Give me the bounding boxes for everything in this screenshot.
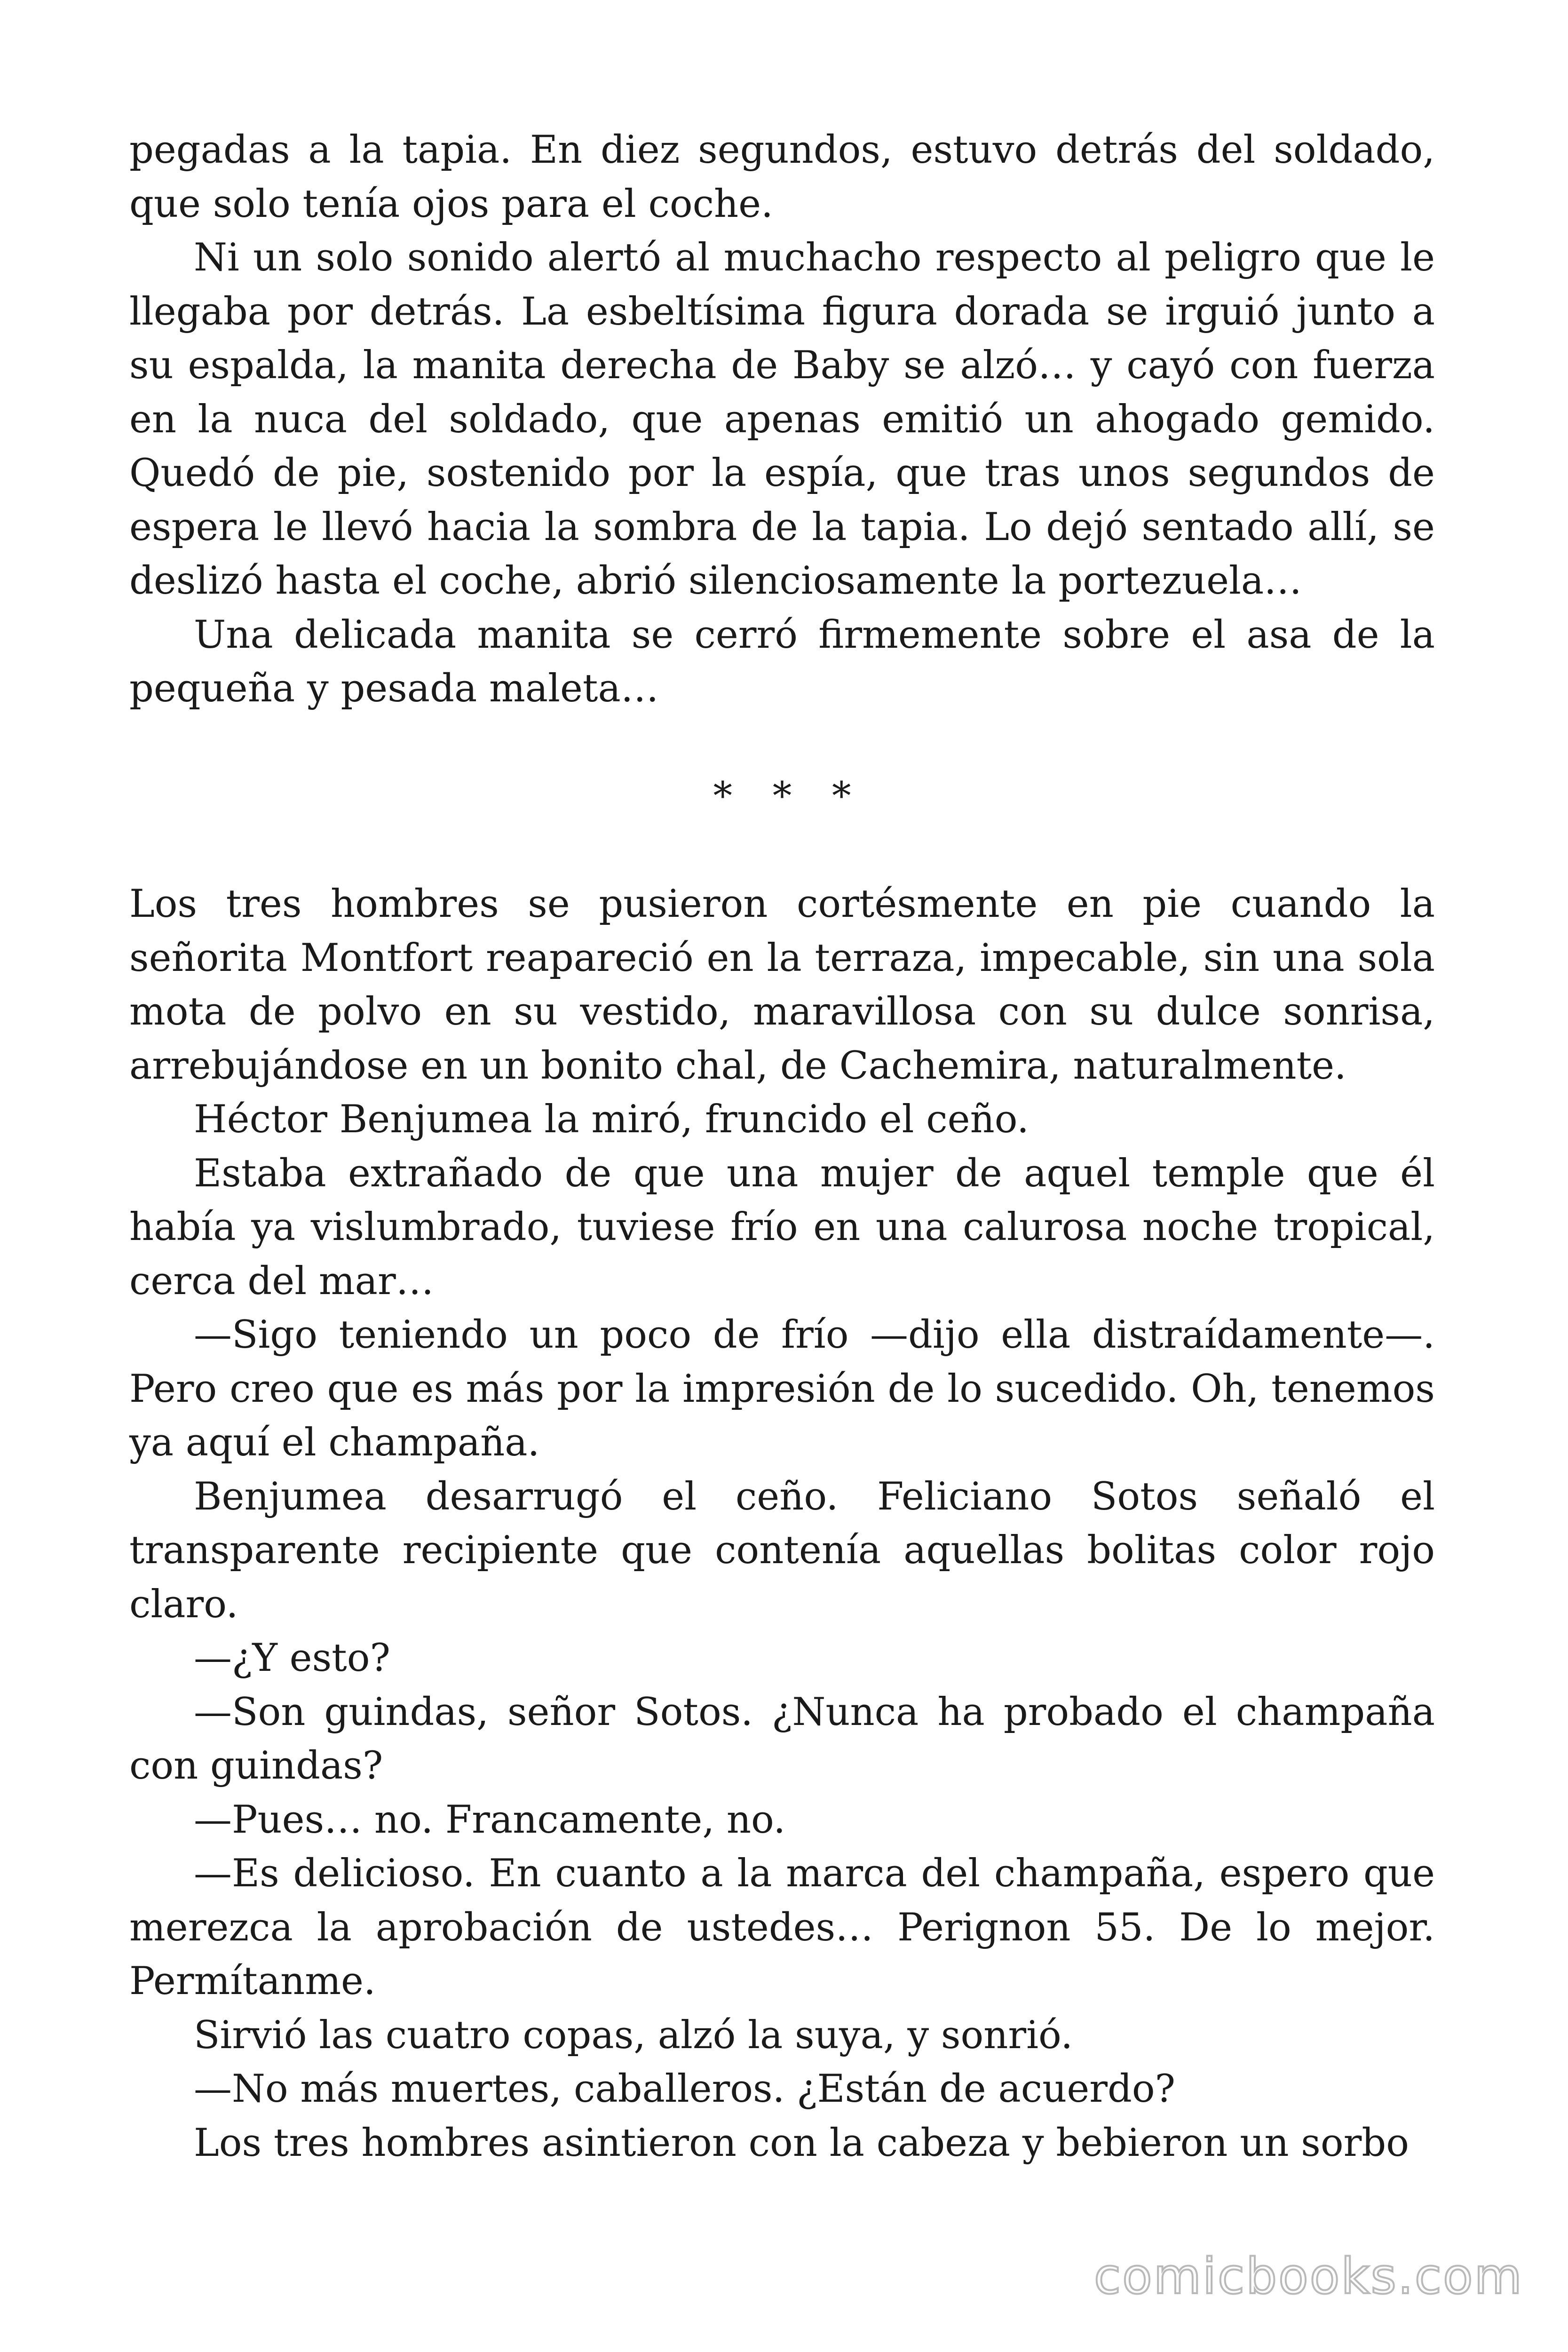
paragraph: —No más muertes, caballeros. ¿Están de acuerdo? — [194, 2067, 1176, 2111]
paragraph: —Sigo teniendo un poco de frío —dijo ella distraídamente—. Pero creo que es más por la impresión de lo sucedido. Oh, tenemos ya aquí el champaña. — [129, 1313, 1435, 1465]
scene-break: * * * — [713, 774, 865, 818]
paragraph: Estaba extrañado de que una mujer de aquel temple que él había ya vislumbrado, tuviese frío en una calurosa noche tropical, cerca del mar… — [129, 1151, 1435, 1303]
paragraph: —Son guindas, señor Sotos. ¿Nunca ha probado el champaña con guindas? — [129, 1690, 1435, 1788]
paragraph: Héctor Benjumea la miró, fruncido el ceño. — [194, 1097, 1029, 1142]
paragraph: Los tres hombres asintieron con la cabeza y bebieron un sorbo — [194, 2121, 1409, 2165]
paragraph: Ni un solo sonido alertó al muchacho respecto al peligro que le llegaba por detrás. La esbeltísima figura dorada se irguió junto a su espalda, la manita derecha de Baby se alzó… y cayó con fuerza en la nuca del soldado, que apenas emitió un ahogado gemido. Quedó de pie, sostenido por la espía, que tras unos segundos de espera le llevó hacia la sombra de la tapia. Lo dejó sentado allí, se deslizó hasta el coche, abrió silenciosamente la portezuela… — [129, 236, 1435, 603]
text-block-before-break — [129, 123, 1435, 716]
text-block-after-break — [129, 877, 1435, 2170]
paragraph: Una delicada manita se cerró firmemente sobre el asa de la pequeña y pesada maleta… — [129, 612, 1435, 711]
paragraph: Sirvió las cuatro copas, alzó la suya, y sonrió. — [194, 2013, 1073, 2058]
paragraph: —¿Y esto? — [194, 1636, 390, 1680]
paragraph: —Es delicioso. En cuanto a la marca del champaña, espero que merezca la aprobación de ustedes… Perignon 55. De lo mejor. Permítanme. — [129, 1851, 1435, 2003]
book-page — [129, 123, 1435, 2170]
paragraph: —Pues… no. Francamente, no. — [194, 1797, 786, 1842]
paragraph: pegadas a la tapia. En diez segundos, estuvo detrás del soldado, que solo tenía ojos para el coche. — [129, 128, 1435, 226]
watermark: comicbooks.com — [1093, 2248, 1523, 2305]
paragraph: Los tres hombres se pusieron cortésmente en pie cuando la señorita Montfort reapareció en la terraza, impecable, sin una sola mota de polvo en su vestido, maravillosa con su dulce sonrisa, arrebujándose en un bonito chal, de Cachemira, naturalmente. — [129, 882, 1435, 1088]
paragraph: Benjumea desarrugó el ceño. Feliciano Sotos señaló el transparente recipiente que contenía aquellas bolitas color rojo claro. — [129, 1474, 1435, 1627]
